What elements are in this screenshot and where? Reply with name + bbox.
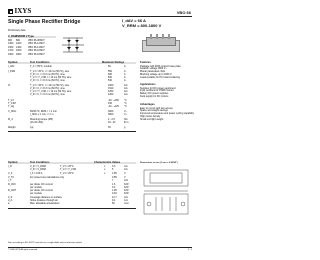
list-item: Supplies for DC power equipment bbox=[140, 86, 176, 90]
footer-rule bbox=[8, 247, 192, 248]
dimensions-section bbox=[140, 162, 194, 224]
current-rating: I_dAV = 66 A bbox=[122, 18, 146, 23]
list-item: Isolation voltage 3600 V~ bbox=[140, 67, 167, 71]
list-item: Input rectifiers for PWM inverter bbox=[140, 89, 174, 93]
logo-text: IXYS bbox=[14, 7, 32, 15]
advantages-section bbox=[140, 104, 194, 122]
footer-note: Data according to IEC 60747 and refer to a single diode unless otherwise stated. bbox=[8, 242, 83, 244]
ixys-logo bbox=[8, 8, 38, 15]
list-item: Leads suitable for PC board soldering bbox=[140, 76, 181, 80]
list-item: Blocking voltage up to 1800 V bbox=[140, 73, 172, 77]
list-item: Improved temperature and power cycling capability bbox=[140, 112, 194, 116]
part-number: VBO 66 bbox=[176, 10, 191, 15]
header-rule bbox=[8, 16, 192, 17]
maximum-ratings-table: Symbol Test Conditions Maximum Ratings I_dAV T_C = 85°C, module 66 A I_FSM T_VJ = 45°C, t = 10 ms (50 Hz), sine 550 A V_R = 0, t = 8.3 ms (60 Hz), sine 600 A T_VJ = T_VJM, t = 10 ms (50 Hz), sine 500 A V_R = 0, t = 8.3 ms (60 Hz), sine 540 A I²t T_VJ = 45°C, t = 10 ms (50 Hz), sine 1500 A²s V_R = 0, t = 8.3 ms (60 Hz), sine 1510 A²s T_VJ = T_VJM, t = 10 ms (50 Hz), sine 1250 A²s V_R = 0, t = 8.3 ms (60 Hz), sine 1200 A²s T_VJ -40...+150 °C T_VJM 150 °C T_stg -40...+125 °C V_ISOL 50/60 Hz, RMS, t = 1 min 3000 V~ I_ISOL ≤ 1 mA, t = 1 s 3600 V~ M_d Mounting torque (M5) 2 - 2.5 Nm (10-32 UNF) 18 - 22 lb.in. Weight typ. 35 g bbox=[8, 62, 136, 146]
logo-mark-icon bbox=[8, 9, 13, 14]
ordering-table: V_RSM V V_RRM V Type 900 800 VBO 66-08NO7 1300 1200 VBO 66-12NO7 1500 1400 VBO 66-14NO7 1700 1600 VBO 66-16NO7 1900 1800 VBO 66-18NO7 bbox=[8, 36, 56, 58]
list-item: Field supply for DC motors bbox=[140, 95, 169, 99]
list-item: Battery DC power supplies bbox=[140, 92, 169, 96]
applications-title: Applications bbox=[140, 83, 156, 86]
page-title: Single Phase Rectifier Bridge bbox=[8, 19, 81, 25]
advantages-title: Advantages bbox=[140, 103, 155, 106]
footer-copyright: © 2000 IXYS All rights reserved bbox=[8, 249, 38, 251]
module-photo bbox=[140, 34, 182, 56]
list-item: Small and light weight bbox=[140, 118, 164, 122]
characteristic-values-table: Symbol Test Conditions Characteristic Values I_R V_R = V_RRM T_VJ = 25°C ≤ 0.3 mA V_R = V_RRM T_VJ = T_VJM ≤ 5 mA V_F I_F = 150 A T_VJ = 25°C ≤ 1.85 V V_T0 For power-loss calculations only 0.85 V r_T 7 mΩ R_thJC per diode, DC current 1.6 K/W per module 0.4 K/W R_thJH per diode, DC current 1.95 K/W per module 0.49 K/W d_S Creepage distance on surface 12.7 mm d_A Strike distance through air 9.4 mm a Max. allowable acceleration 50 m/s² bbox=[8, 162, 136, 220]
voltage-rating: V_RRM = 800-1800 V bbox=[122, 23, 162, 29]
page-number: 1 - 2 bbox=[187, 249, 192, 251]
list-item: Package with DCB ceramic base plate bbox=[140, 64, 181, 68]
bridge-circuit-diagram bbox=[60, 34, 86, 56]
key-ratings bbox=[122, 18, 161, 28]
features-title: Features bbox=[140, 61, 151, 64]
package-outline-drawing-icon bbox=[140, 167, 192, 221]
preliminary-label: Preliminary data bbox=[8, 29, 26, 32]
list-item: Easy to mount with two screws bbox=[140, 106, 173, 110]
list-item: Space and weight savings bbox=[140, 109, 168, 113]
list-item: Planar passivated chips bbox=[140, 70, 166, 74]
list-item: High power density bbox=[140, 115, 161, 119]
rectifier-bridge-schematic-icon bbox=[60, 34, 86, 56]
dimensions-title: Dimensions in mm (1 mm = 0.0394") bbox=[140, 162, 178, 164]
features-section bbox=[140, 62, 194, 80]
applications-section bbox=[140, 84, 194, 99]
